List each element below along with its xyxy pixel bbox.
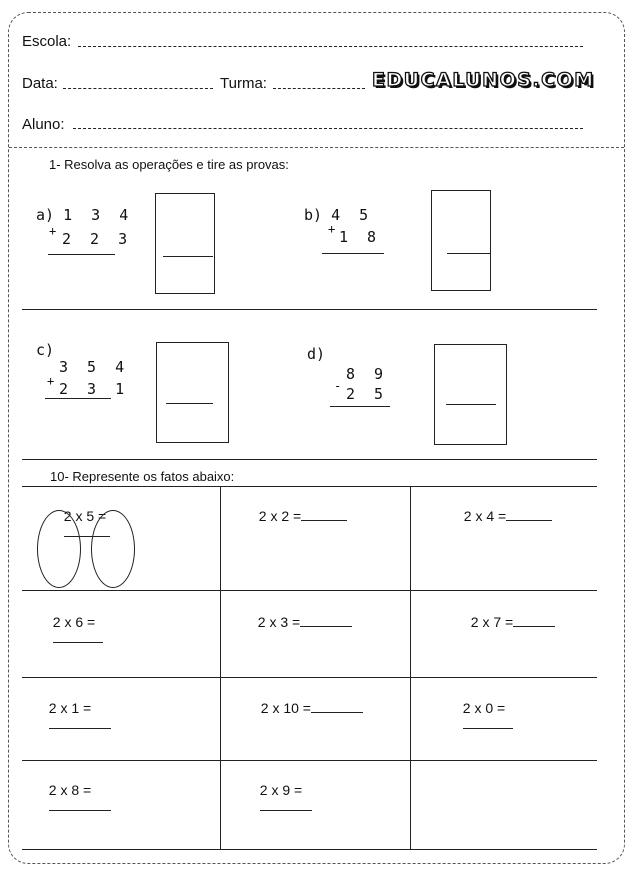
fact-expression: 2 x 8 = — [48, 782, 92, 798]
fact-expression: 2 x 3 = — [257, 614, 301, 630]
fact-answer-line[interactable] — [506, 508, 552, 521]
operation-letter: b) — [304, 206, 323, 224]
fact-expression: 2 x 2 = — [258, 508, 302, 524]
fact-cell[interactable] — [41, 766, 111, 814]
fact-answer-line[interactable] — [463, 716, 513, 729]
section2-title: 10- Represente os fatos abaixo: — [50, 469, 235, 484]
fact-answer-line[interactable] — [301, 508, 347, 521]
operation-result-line — [330, 406, 390, 407]
grouping-oval — [37, 510, 81, 588]
section-divider — [22, 309, 597, 310]
fact-cell[interactable] — [45, 598, 103, 646]
fact-expression: 2 x 1 = — [48, 700, 92, 716]
school-field[interactable] — [78, 46, 583, 47]
grid-line — [22, 677, 597, 678]
class-label: Turma: — [220, 75, 267, 92]
proof-answer-line — [163, 256, 213, 257]
worksheet-border — [8, 12, 625, 864]
fact-cell[interactable] — [250, 598, 352, 630]
grid-line — [22, 486, 597, 487]
grid-line — [410, 486, 411, 849]
fact-cell[interactable] — [251, 492, 347, 524]
fact-answer-line[interactable] — [300, 614, 352, 627]
operation-result-line — [45, 398, 111, 399]
operation-letter: c) — [36, 341, 55, 359]
date-label: Data: — [22, 75, 58, 92]
fact-cell[interactable] — [41, 684, 111, 732]
class-field[interactable] — [273, 88, 365, 89]
fact-answer-line[interactable] — [53, 630, 103, 643]
proof-answer-line — [447, 253, 490, 254]
grouping-oval — [91, 510, 135, 588]
fact-answer-line[interactable] — [311, 700, 363, 713]
fact-answer-line[interactable] — [49, 716, 111, 729]
grid-line — [22, 590, 597, 591]
operation-b — [304, 206, 373, 224]
operation-a — [36, 206, 133, 224]
operation-bottom-number: 2 2 3 — [62, 230, 133, 248]
educalunos-logo: EDUCALUNOS.COM — [372, 69, 595, 91]
fact-expression: 2 x 4 = — [463, 508, 507, 524]
plus-sign: + — [328, 222, 336, 236]
operation-top-number: 1 3 4 — [63, 206, 134, 224]
fact-answer-line[interactable] — [49, 798, 111, 811]
fact-expression: 2 x 9 = — [259, 782, 303, 798]
minus-sign: - — [334, 379, 342, 393]
student-field[interactable] — [73, 128, 583, 129]
operation-bottom-number: 2 5 — [346, 385, 389, 403]
fact-expression: 2 x 10 = — [260, 700, 311, 716]
proof-answer-line — [446, 404, 496, 405]
proof-answer-line — [166, 403, 213, 404]
fact-answer-line[interactable] — [513, 614, 555, 627]
grid-line — [220, 486, 221, 849]
plus-sign: + — [49, 224, 57, 238]
fact-cell[interactable] — [456, 492, 552, 524]
proof-box-b[interactable] — [431, 190, 491, 291]
fact-expression: 2 x 5 = — [63, 508, 107, 524]
operation-top-number: 4 5 — [331, 206, 374, 224]
fact-cell[interactable] — [253, 684, 363, 716]
header-separator — [9, 147, 624, 148]
fact-expression: 2 x 0 = — [462, 700, 506, 716]
section-divider — [22, 459, 597, 460]
student-label: Aluno: — [22, 116, 65, 133]
proof-box-d[interactable] — [434, 344, 507, 445]
operation-letter: d) — [307, 345, 326, 363]
fact-expression: 2 x 7 = — [470, 614, 514, 630]
fact-cell[interactable] — [455, 684, 513, 732]
proof-box-c[interactable] — [156, 342, 229, 443]
operation-top-number: 8 9 — [346, 365, 389, 383]
fact-expression: 2 x 6 = — [52, 614, 96, 630]
operation-result-line — [48, 254, 115, 255]
operation-result-line — [322, 253, 384, 254]
grid-line — [22, 760, 597, 761]
fact-answer-line[interactable] — [260, 798, 312, 811]
grid-line — [22, 849, 597, 850]
section1-title: 1- Resolva as operações e tire as provas: — [49, 157, 289, 172]
proof-box-a[interactable] — [155, 193, 215, 294]
operation-top-number: 3 5 4 — [59, 358, 130, 376]
date-field[interactable] — [63, 88, 213, 89]
operation-bottom-number: 1 8 — [339, 228, 382, 246]
fact-cell[interactable] — [463, 598, 555, 630]
operation-letter: a) — [36, 206, 55, 224]
plus-sign: + — [47, 374, 55, 388]
fact-cell[interactable] — [252, 766, 312, 814]
school-label: Escola: — [22, 33, 72, 50]
operation-bottom-number: 2 3 1 — [59, 380, 130, 398]
